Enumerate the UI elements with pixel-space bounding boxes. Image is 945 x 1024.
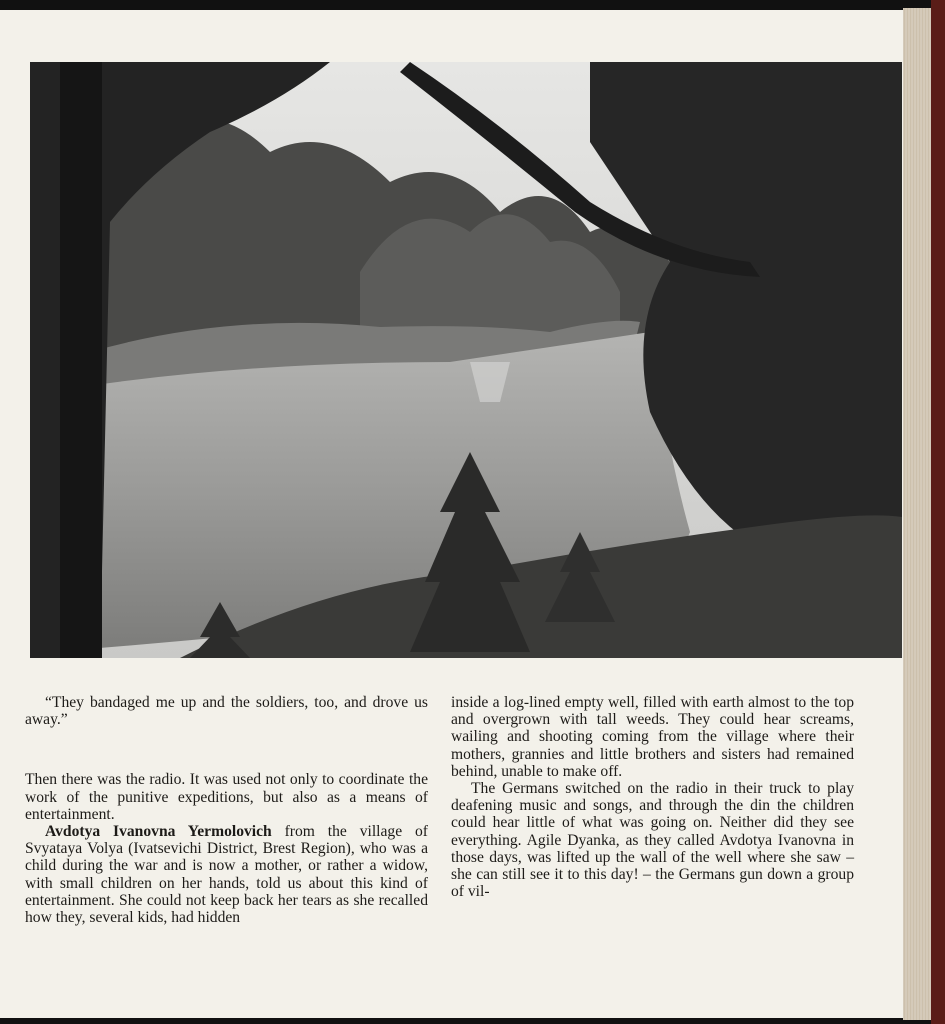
body-paragraph: Then there was the radio. It was used not only to coordinate the work of the punitive expeditions, but also as a means of entertainment. [25, 771, 428, 823]
body-paragraph: The Germans switched on the radio in their truck to play deafening music and songs, and through the din the children could hear little of what was going on. Neither did they see everything. Agile Dyanka, as they called Avdotya Ivanovna in those days, was lifted up the wall of the well where she saw – she can still see it to this day! – the Germans gun down a group of vil- [451, 780, 854, 901]
paragraph-text: from the village of Svyataya Volya (Ivatsevichi District, Brest Region), who was a child during the war and is now a mother, or rather a widow, with small children on her hands, told us about this kind of entertainment. She could not keep back her tears as she recalled how they, several kids, had hidden [25, 823, 428, 927]
person-name: Avdotya Ivanovna Yermolovich [45, 823, 272, 841]
body-paragraph [25, 823, 428, 926]
book-cover-edge [931, 0, 945, 1024]
body-paragraph: inside a log-lined empty well, filled with earth almost to the top and overgrown with tall weeds. They could hear screams, wailing and shooting coming from the village where their mothers, grannies and little brothers and sisters had remained behind, unable to make off. [451, 694, 854, 780]
landscape-photo-icon [30, 62, 902, 658]
text-column-right [451, 694, 854, 900]
text-column-left [25, 694, 428, 926]
page-stack-edge [903, 8, 931, 1020]
quote-paragraph: “They bandaged me up and the soldiers, too, and drove us away.” [25, 694, 428, 729]
river-landscape-photo [30, 62, 902, 658]
